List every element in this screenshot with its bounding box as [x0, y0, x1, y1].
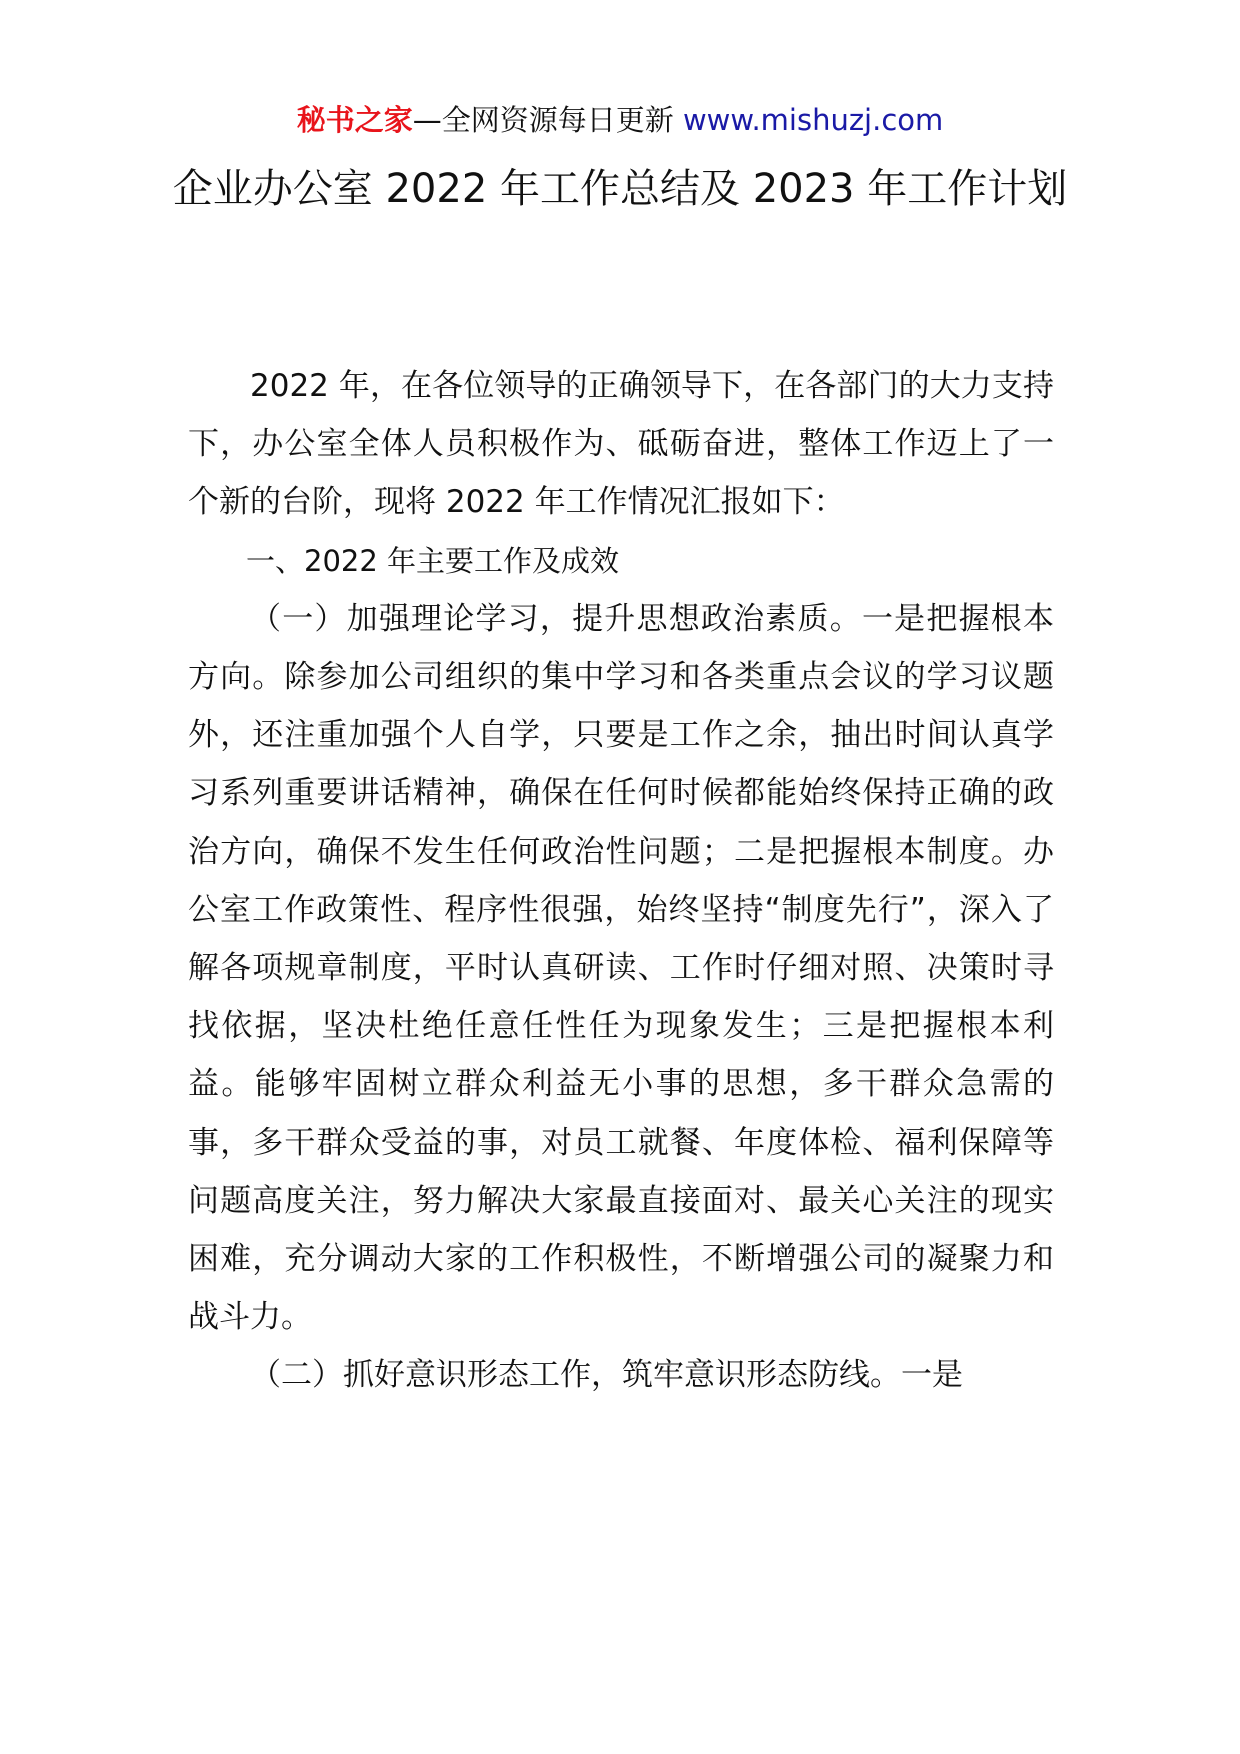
site-header	[0, 100, 1240, 140]
document-body	[188, 357, 1054, 1405]
site-slogan: —全网资源每日更新	[412, 103, 674, 137]
body-paragraph-1: （一）加强理论学习，提升思想政治素质。一是把握根本方向。除参加公司组织的集中学习和各类重点会议的学习议题外，还注重加强个人自学，只要是工作之余，抽出时间认真学习系列重要讲话精神，确保在任何时候都能始终保持正确的政治方向，确保不发生任何政治性问题；二是把握根本制度。办公室工作政策性、程序性很强，始终坚持“制度先行”，深入了解各项规章制度，平时认真研读、工作时仔细对照、决策时寻找依据，坚决杜绝任意任性任为现象发生；三是把握根本利益。能够牢固树立群众利益无小事的思想，多干群众急需的事，多干群众受益的事，对员工就餐、年度体检、福利保障等问题高度关注，努力解决大家最直接面对、最关心关注的现实困难，充分调动大家的工作积极性，不断增强公司的凝聚力和战斗力。	[188, 600, 1054, 1336]
document-title: 企业办公室 2022 年工作总结及 2023 年工作计划	[172, 166, 1068, 212]
body-paragraph-2: （二）抓好意识形态工作，筑牢意识形态防线。一是	[250, 1357, 963, 1394]
section-heading: 一、2022 年主要工作及成效	[246, 543, 620, 578]
intro-paragraph: 2022 年，在各位领导的正确领导下，在各部门的大力支持下，办公室全体人员积极作为、砥砺奋进，整体工作迈上了一个新的台阶，现将 2022 年工作情况汇报如下：	[188, 368, 1054, 521]
site-url-link[interactable]: www.mishuzj.com	[682, 103, 944, 137]
site-brand: 秘书之家	[296, 103, 413, 137]
